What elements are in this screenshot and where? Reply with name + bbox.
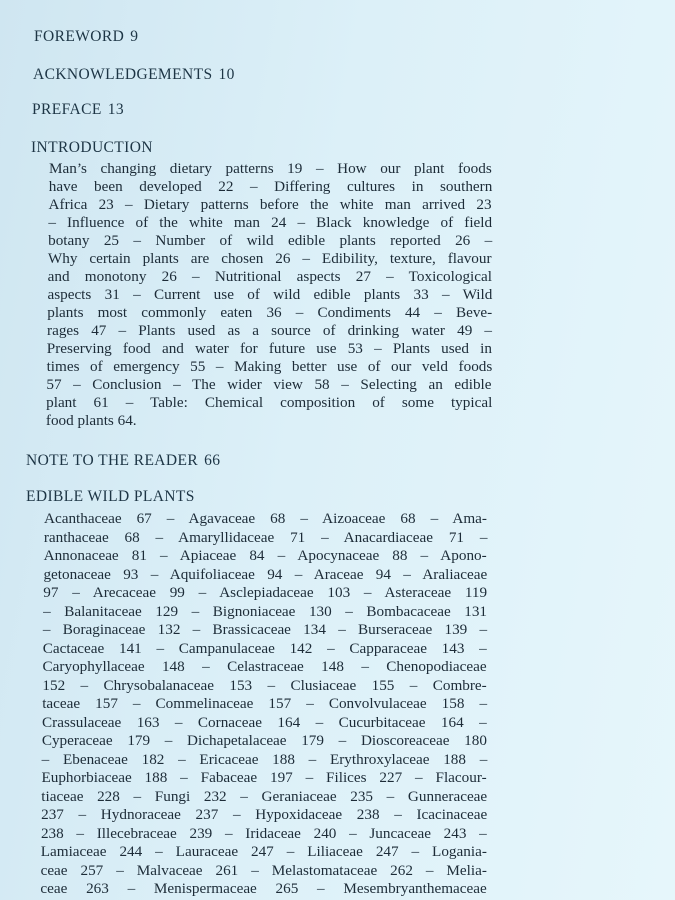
text-line: Crassulaceae 163 – Cornaceae 164 – Cucurbitaceae 164 – <box>42 713 487 731</box>
text-line: – Ebenaceae 182 – Ericaceae 188 – Erythroxylaceae 188 – <box>41 750 488 768</box>
text-line: 238 – Illecebraceae 239 – Iridaceae 240 – Juncaceae 243 – <box>40 824 487 842</box>
text-line: 152 – Chrysobalanaceae 153 – Clusiaceae 155 – Combre- <box>42 676 487 694</box>
text-line: Why certain plants are chosen 26 – Edibility, texture, flavour <box>47 250 492 267</box>
text-line: tiaceae 228 – Fungi 232 – Geraniaceae 235 – Gunneraceae <box>41 787 488 805</box>
text-line: Caryophyllaceae 148 – Celastraceae 148 – Chenopodiaceae <box>42 658 487 675</box>
text-line: plants most commonly eaten 36 – Condiments 44 – Beve- <box>47 304 493 321</box>
text-line: Preserving food and water for future use 53 – Plants used in <box>46 340 492 357</box>
text-line: Annonaceae 81 – Apiaceae 84 – Apocynaceae 88 – Apono- <box>43 547 487 564</box>
text-line: 97 – Arecaceae 99 – Asclepiadaceae 103 – Asteraceae 119 <box>43 584 488 601</box>
heading-title: FOREWORD <box>34 28 125 45</box>
text-line: Acanthaceae 67 – Agavaceae 68 – Aizoaceae 68 – Ama- <box>44 510 487 527</box>
text-line: ceae 257 – Malvaceae 261 – Melastomataceae 262 – Melia- <box>40 861 487 879</box>
text-line: plant 61 – Table: Chemical composition of some typical <box>46 394 493 411</box>
page-number: 9 <box>130 28 139 45</box>
heading-title: ACKNOWLEDGEMENTS <box>33 66 213 83</box>
heading-title: INTRODUCTION <box>31 139 153 156</box>
page-number: 13 <box>107 101 125 118</box>
heading-foreword <box>34 28 138 46</box>
heading-preface <box>32 101 124 119</box>
text-line: aspects 31 – Current use of wild edible plants 33 – Wild <box>47 286 493 303</box>
heading-introduction <box>31 139 153 157</box>
text-line: and monotony 26 – Nutritional aspects 27 – Toxicological <box>47 268 492 285</box>
text-line: Lamiaceae 244 – Lauraceae 247 – Liliaceae 247 – Logania- <box>40 843 487 860</box>
text-line: times of emergency 55 – Making better use of our veld foods <box>46 358 493 375</box>
heading-title: NOTE TO THE READER <box>26 452 199 469</box>
text-line: ranthaceae 68 – Amaryllidaceae 71 – Anacardiaceae 71 – <box>43 528 488 546</box>
text-line: rages 47 – Plants used as a source of drinking water 49 – <box>47 322 493 339</box>
text-line: 57 – Conclusion – The wider view 58 – Selecting an edible <box>46 376 492 393</box>
text-line: have been developed 22 – Differing cultures in southern <box>48 178 493 195</box>
text-line: getonaceae 93 – Aquifoliaceae 94 – Araceae 94 – Araliaceae <box>43 565 488 583</box>
text-line: 237 – Hydnoraceae 237 – Hypoxidaceae 238 – Icacinaceae <box>41 806 488 823</box>
text-line: Cyperaceae 179 – Dichapetalaceae 179 – Dioscoreaceae 180 <box>41 732 487 749</box>
heading-note-to-reader <box>26 452 220 470</box>
text-line: ceae 263 – Menispermaceae 265 – Mesembryanthemaceae <box>40 880 487 897</box>
page-number: 10 <box>218 66 235 83</box>
text-line: taceae 157 – Commelinaceae 157 – Convolvulaceae 158 – <box>42 695 488 712</box>
text-line: food plants 64. <box>45 412 137 429</box>
heading-edible-wild-plants <box>26 488 195 506</box>
text-line: – Boraginaceae 132 – Brassicaceae 134 – Burseraceae 139 – <box>42 621 488 638</box>
heading-title: PREFACE <box>32 101 102 118</box>
text-line: Cactaceae 141 – Campanulaceae 142 – Capparaceae 143 – <box>42 639 487 657</box>
text-line: Africa 23 – Dietary patterns before the white man arrived 23 <box>48 196 492 213</box>
text-line: – Balanitaceae 129 – Bignoniaceae 130 – Bombacaceae 131 <box>43 602 488 620</box>
text-line: Man’s changing dietary patterns 19 – How our plant foods <box>49 160 492 177</box>
text-line: – Influence of the white man 24 – Black knowledge of field <box>48 214 493 231</box>
heading-title: EDIBLE WILD PLANTS <box>26 488 195 505</box>
text-line: botany 25 – Number of wild edible plants reported 26 – <box>48 232 493 249</box>
heading-acknowledgements <box>33 66 235 84</box>
text-line: Euphorbiaceae 188 – Fabaceae 197 – Filices 227 – Flacour- <box>41 769 487 786</box>
page-number: 66 <box>204 452 221 469</box>
